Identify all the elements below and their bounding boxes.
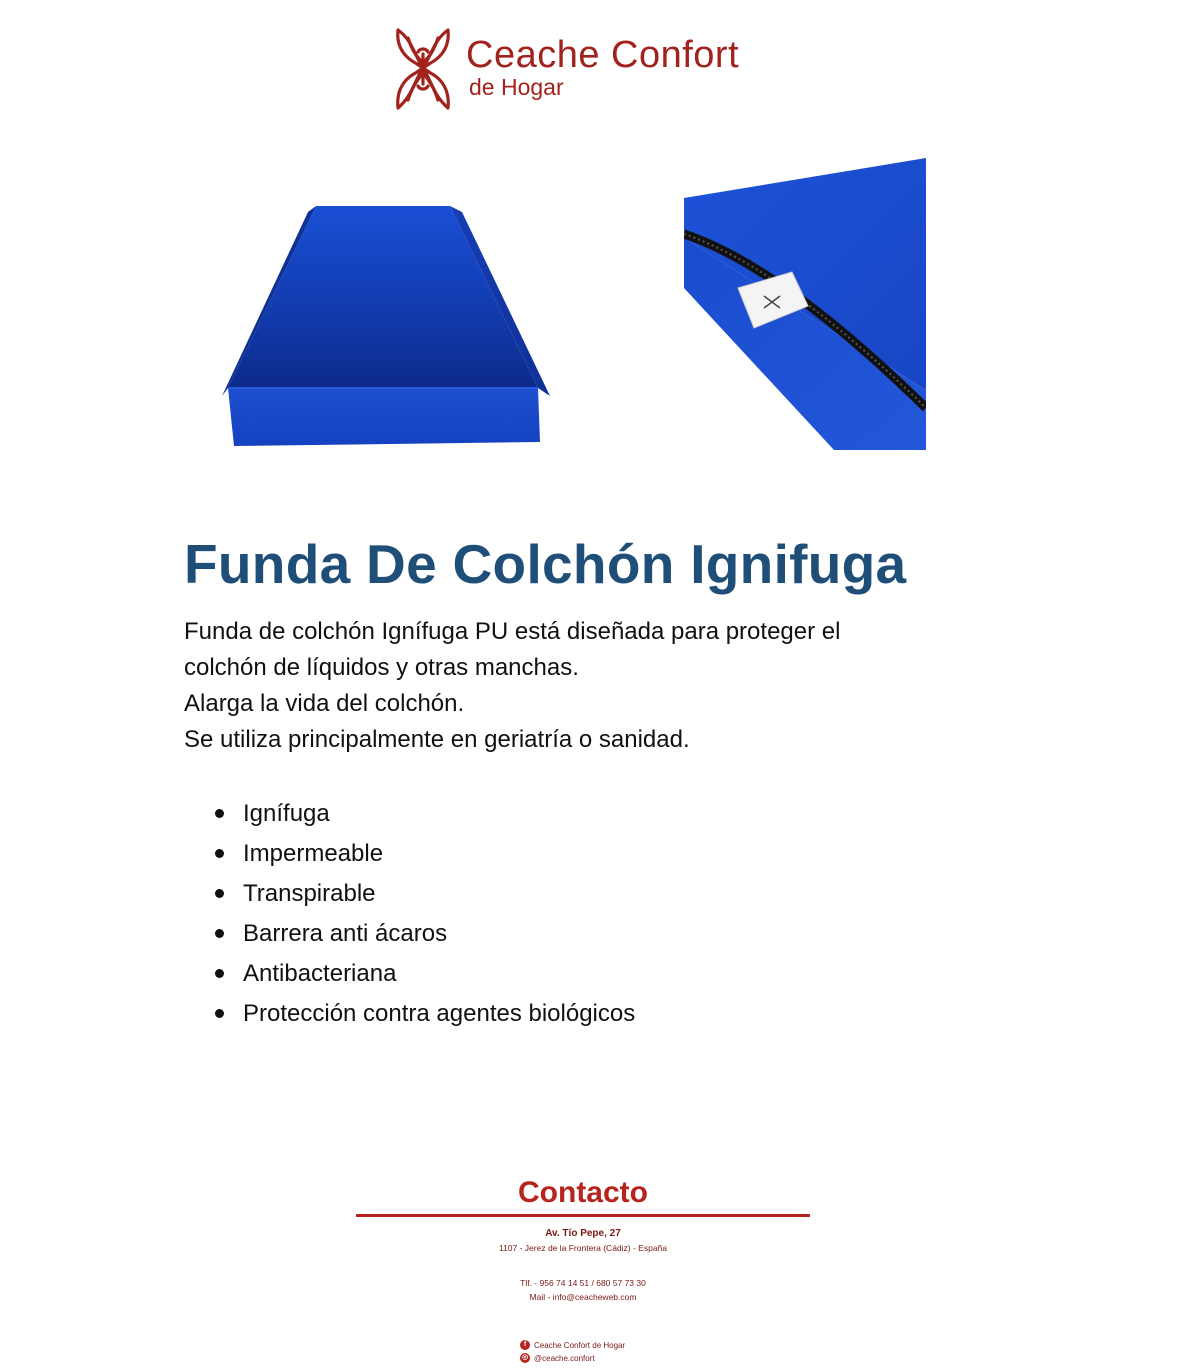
bullet-icon [215,1009,224,1018]
description-line: Se utiliza principalmente en geriatría o sanidad. [184,726,690,753]
instagram-link[interactable] [520,1353,595,1363]
brand-name: Ceache Confort [466,34,740,76]
bullet-icon [215,849,224,858]
mattress-image-icon [220,196,550,458]
description-line: Alarga la vida del colchón. [184,690,465,717]
facebook-label: Ceache Confort de Hogar [534,1340,626,1350]
instagram-icon: ◎ [521,1354,529,1361]
bullet-icon [215,969,224,978]
feature-label: Barrera anti ácaros [243,920,448,947]
facebook-icon: f [520,1340,530,1350]
product-description [184,614,964,758]
butterfly-logo-icon [392,24,454,112]
contact-heading: Contacto [518,1176,648,1209]
instagram-label: @ceache.confort [534,1353,595,1363]
feature-label: Ignífuga [243,800,330,827]
list-item [243,874,635,914]
description-line: colchón de líquidos y otras manchas. [184,654,579,681]
contact-divider [356,1214,810,1217]
product-title: Funda De Colchón Ignifuga [184,533,907,595]
feature-label: Transpirable [243,880,376,907]
feature-label: Antibacteriana [243,960,397,987]
contact-mail[interactable]: Mail - info@ceacheweb.com [529,1292,637,1302]
brand-subtitle: de Hogar [469,74,564,100]
feature-label: Impermeable [243,840,384,867]
brand-logo [392,24,782,114]
feature-list [243,794,635,1034]
facebook-link[interactable] [520,1340,625,1350]
bullet-icon [215,929,224,938]
list-item [243,914,635,954]
contact-phone: Tlf. - 956 74 14 51 / 680 57 73 30 [520,1278,646,1288]
zipper-label-image-icon [684,158,926,450]
contact-city: 1107 - Jerez de la Frontera (Cádiz) - España [498,1243,668,1253]
description-line: Funda de colchón Ignífuga PU está diseñada para proteger el [184,618,841,645]
bullet-icon [215,889,224,898]
list-item [243,994,635,1034]
zipper-closeup-photo [684,158,926,450]
contact-address: Av. Tío Pepe, 27 [545,1228,621,1239]
list-item [243,834,635,874]
feature-label: Protección contra agentes biológicos [243,1000,636,1027]
list-item [243,794,635,834]
bullet-icon [215,809,224,818]
list-item [243,954,635,994]
blue-mattress-photo [220,196,550,458]
